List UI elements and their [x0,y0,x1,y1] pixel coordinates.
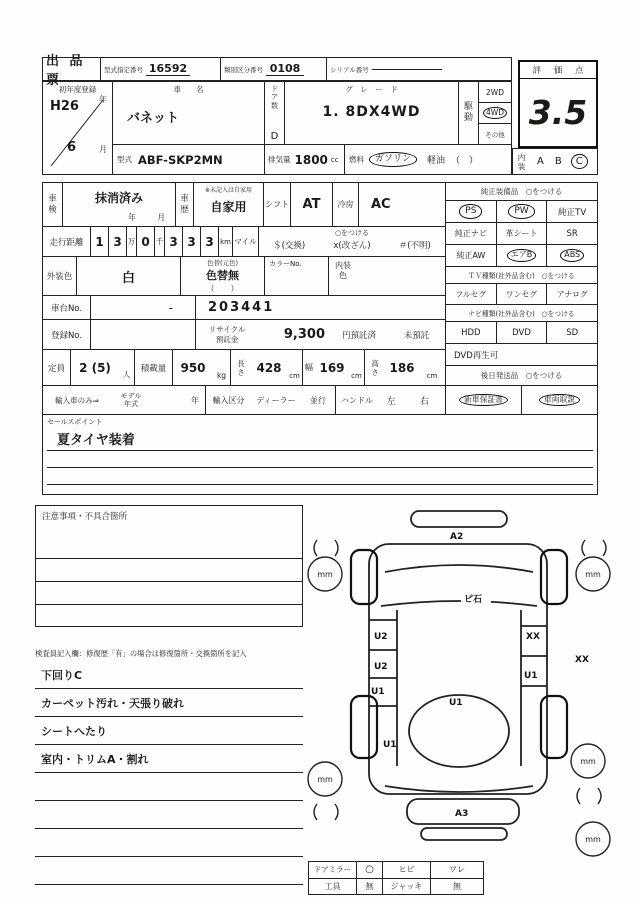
rear-window-line [385,786,533,792]
inspector-entry-row [35,689,303,717]
navi-type-header: ナビ種類(社外品含む) ○をつける [446,305,597,322]
damage-mark-u1: U1 [371,687,385,697]
equipment-leather: 革シート [497,223,548,244]
first-reg-month-unit: 月 [99,145,107,154]
car-name-cell [113,82,265,144]
chassis-label: 車台No. [43,296,91,319]
model-label: 型式 [117,155,132,164]
recycle-label-line2: 預託金 [215,334,239,344]
main-details-section [42,182,598,415]
sales-point-box [42,415,598,495]
handle-label: ハンドル [341,395,373,405]
interior-grade-c-circled: C [571,154,588,170]
row-colors [43,257,445,296]
interior-grade-label: 内装 [517,152,526,171]
displacement-cell [265,145,345,174]
recolor-label: 色替(元色) [206,259,239,267]
row-registration [43,320,445,350]
equipment-panel [446,183,597,414]
notes-box [35,505,303,627]
first-reg-year-unit: 年 [99,95,107,104]
model-cell [113,145,265,174]
dvd-playable: DVD再生可 [446,344,597,366]
shaken-year-unit: 年 [127,213,136,222]
grade-cell [285,82,459,144]
drive-label: 駆動 [463,102,473,123]
equipment-navi: 純正ナビ [446,223,497,244]
sales-point-value: 夏タイヤ装着 [57,433,135,448]
score-label: 評 価 点 [520,62,596,79]
tv-oneseg: ワンセグ [497,284,548,304]
recycle-not-deposited: 未預託 [403,330,430,341]
load-unit: kg [213,350,231,385]
handle-right: 右 [419,396,429,407]
mirror-tools-table [308,861,484,895]
corner-bracket [582,540,606,556]
height-label-wrap [365,350,385,385]
damage-mark-u1: U1 [383,740,397,750]
later-shipment-header: 後日発送品 ○をつける [446,366,597,386]
history-label-wrap [176,183,194,226]
front-left-wheel [351,550,377,604]
height-unit: cm [426,372,438,380]
cooler-label: 冷房 [333,183,359,226]
drive-options [479,82,511,144]
vehicle-info-bottom-row [113,145,511,174]
navi-type-row [446,322,597,344]
jack-value: 無 [453,881,461,891]
first-reg-year: H26 [50,99,79,114]
corner-bracket [314,540,338,556]
inspector-entry-row-empty [35,801,303,829]
crack-label: ヒビ [383,862,431,878]
recolor-cell [181,257,265,295]
drive-option-4wd-circled: 4WD [483,107,507,119]
warranty-circled: 新車保証書 [459,394,508,407]
form-title: 出 品 票 [43,58,101,80]
damage-mark-u2: U2 [374,662,388,672]
handle-left: 左 [386,396,396,407]
equipment-row-3 [446,245,597,267]
damage-mark-u1: U1 [524,671,538,681]
row-import [43,386,445,414]
mileage-km-unit: km [219,227,233,256]
model-code-value: 16592 [146,62,190,76]
model-year-label-line2: 年式 [124,400,138,408]
load-label: 積載量 [135,350,173,385]
displacement-value: 1800 [294,152,328,167]
recolor-paren: （ ） [206,284,239,293]
mileage-sen-unit: 千 [155,227,165,256]
fuel-paren: （ ） [451,156,479,166]
interior-grade-cell [512,148,598,175]
shaken-value: 抹消済み [94,191,143,205]
tools-row [309,879,483,895]
vehicle-info-table [42,81,512,175]
shaken-label-wrap [43,183,63,226]
doors-cell [265,82,285,144]
front-bumper-shape [411,511,507,527]
ruled-line [36,604,302,605]
length-unit: cm [287,350,303,385]
equipment-row-2 [446,223,597,245]
chassis-value: 203441 [208,300,275,315]
mm-unit-label: mm [317,775,333,784]
mm-unit-label: mm [585,835,601,844]
model-code-field [101,58,221,80]
mileage-label: 走行距離 [43,227,91,256]
load-value: 950 [180,360,206,375]
equipment-header: 純正装備品 ○をつける [446,183,597,201]
navi-sd: SD [566,327,579,338]
displacement-unit: cc [330,155,339,164]
recycle-label-line1: リサイクル [208,325,246,335]
length-label: 長さ [237,358,245,377]
row-shaken-history [43,183,445,227]
history-value: 自家用 [210,200,247,214]
chassis-dash: - [91,296,196,319]
interior-grade-b: B [554,156,562,167]
equipment-tv: 純正TV [558,207,587,218]
interior-color-label: 内装色 [335,261,351,280]
first-reg-month: 6 [67,140,77,155]
mile-label: マイル [233,227,259,256]
inspector-entry-row-empty [35,829,303,857]
length-value: 428 [256,360,282,375]
recycle-amount: 9,300 [283,327,325,342]
first-registration-label: 初年度登録 [58,85,97,94]
equipment-sr: SR [566,228,578,239]
score-value: 3.5 [528,93,588,132]
drive-cell [459,82,511,144]
fuel-diesel: 軽油 [427,156,446,166]
car-top-view-illustration [303,498,615,860]
doors-value: D [270,131,279,142]
equipment-pw-wrap [497,201,548,222]
equipment-aw: 純正AW [446,245,497,266]
grade-value: 1. 8DX4WD [322,104,421,120]
navi-hdd: HDD [446,322,497,343]
width-label: 幅 [305,363,313,372]
mile-circle-note: ○をつける [334,229,370,237]
import-division-dealer: ディーラー [256,395,296,405]
mile-option-exchange: ＄(交換) [273,241,306,251]
import-only-label: 輸入車のみ⇒ [55,395,99,405]
recolor-value: 色替無 [206,269,239,282]
damage-mark-xx: XX [526,632,540,642]
score-box [518,60,598,148]
damage-mark-u2: U2 [374,632,388,642]
mile-option-unknown: ＃(不明) [398,241,431,251]
documents-row [446,386,597,414]
equipment-row-1 [446,201,597,223]
shaken-cell [63,183,176,226]
equipment-abs-circled: ABS [560,249,584,262]
rear-lower-bumper-shape [421,828,507,840]
tv-analog: アナログ [556,289,588,299]
history-cell [194,183,264,226]
inspector-entry-1: 下回りC [41,668,83,682]
mm-unit-label: mm [580,757,596,766]
notes-title: 注意事項・不具合箇所 [42,512,128,522]
manual-wrap [522,386,597,414]
windshield-bottom-line [381,601,537,606]
mile-options-cell [259,227,445,256]
damage-mark-xx: XX [575,655,589,665]
car-name-label: 車 名 [173,85,204,94]
fuel-cell [345,145,511,174]
model-year-label [111,386,151,414]
car-damage-diagram [303,498,615,860]
inspector-entry-row-empty [35,773,303,801]
fuel-gasoline-circled: ガソリン [369,152,417,166]
inspector-entry-4: 室内・トリムA・割れ [41,752,149,766]
recycle-label [196,320,258,349]
inspector-section [35,649,303,885]
color-no-label: カラーNo. [269,260,302,268]
grade-label: グ レ ー ド [345,85,398,94]
inspector-entry-3: シートへたり [41,724,107,738]
model-year-label-line1: モデル [120,391,142,400]
corner-bracket [577,788,601,804]
mileage-digit-6: 3 [201,227,219,256]
damage-mark-u1: U1 [449,698,463,708]
inspector-entry-row-empty [35,857,303,885]
mirror-row [309,862,483,879]
width-unit: cm [349,350,365,385]
fuel-label: 燃料 [349,155,364,164]
model-year-unit: 年 [151,386,206,414]
mileage-man-unit: 万 [127,227,137,256]
mileage-digit-5: 3 [183,227,201,256]
ruled-line [47,450,593,451]
row-mileage [43,227,445,257]
serial-field [327,58,511,80]
drive-option-4wd-wrap [479,103,511,124]
tools-value: 無 [357,879,383,895]
height-label: 高さ [371,358,379,377]
shift-value: AT [291,183,333,226]
tools-label: 工具 [309,879,357,895]
drive-option-other: その他 [485,130,505,139]
details-left-table [43,183,446,414]
inspector-header: 検査員記入欄：修復歴「有」の場合は修復箇所・交換箇所を記入 [35,649,247,658]
row-dimensions [43,350,445,386]
inspector-entry-row [35,717,303,745]
jack-label: ジャッキ [383,879,431,895]
cooler-value: AC [371,197,391,212]
inspector-entry-row [35,661,303,689]
door-mirror-mark: ○ [357,862,383,878]
car-name-value: バネット [127,111,180,126]
shaken-label: 車検 [48,194,57,215]
mile-option-tampered: x(改ざん) [333,241,371,251]
mileage-digit-2: 3 [109,227,127,256]
reg-no-label: 登録No. [43,320,91,349]
doors-label: ドア数 [271,85,278,110]
length-label-wrap [231,350,251,385]
ruled-line [36,581,302,582]
damage-mark-stone-chip: ピ石 [464,595,483,605]
tv-fullseg: フルセグ [446,284,497,304]
mileage-digit-4: 3 [165,227,183,256]
equipment-airbag-wrap [497,245,548,266]
capacity-value: 2 (5) [79,360,111,375]
ruled-line [47,484,593,485]
first-registration-cell [43,82,113,174]
drive-option-2wd: 2WD [479,82,511,103]
row-chassis [43,296,445,320]
capacity-unit: 人 [119,350,135,385]
interior-grade-a: A [537,156,544,167]
warranty-wrap [446,386,522,414]
damage-mark-a3: A3 [455,809,469,819]
corner-bracket [314,804,338,820]
class-code-value: 0108 [266,62,304,76]
tv-type-row [446,284,597,305]
class-code-label: 類別区分番号 [224,65,263,74]
class-code-field [221,58,327,80]
import-division-label: 輸入区分 [212,395,245,405]
inspector-entry-2: カーペット汚れ・天張り破れ [41,696,184,710]
door-mirror-label: ドアミラー [309,862,357,878]
manual-circled: 車両取説 [539,394,580,407]
mm-unit-label: mm [317,570,333,579]
history-note: ※未記入は自家用 [204,187,253,194]
equipment-airbag-circled: エアB [507,249,537,262]
rear-right-wheel [541,696,567,758]
form-header-row [42,54,512,88]
mileage-digit-3: 0 [137,227,155,256]
equipment-abs-wrap [547,245,597,266]
import-division-parallel: 並行 [301,386,336,414]
ruled-line [47,467,593,468]
drive-label-wrap [459,82,479,144]
width-value: 169 [319,360,345,375]
model-value: ABF-SKP2MN [138,152,223,167]
equipment-pw-circled: PW [508,204,534,218]
equipment-ps-wrap [446,201,497,222]
exterior-color-value: 白 [77,257,181,295]
mm-unit-label: mm [585,570,601,579]
navi-dvd: DVD [497,322,548,343]
height-value: 186 [389,360,415,375]
inspector-entry-row [35,745,303,773]
shaken-month-unit: 月 [157,213,166,222]
recycle-deposited: 円預託済 [341,330,376,341]
model-code-label: 型式指定番号 [104,65,143,74]
interior-color-cell [329,257,445,295]
sales-point-label: セールスポイント [47,418,103,426]
serial-value [372,69,442,70]
mileage-digit-1: 1 [91,227,109,256]
vehicle-info-top-row [113,82,511,145]
mile-options [259,238,445,251]
exterior-color-label: 外装色 [43,257,77,295]
ruled-line [36,558,302,559]
reg-no-empty [91,320,196,349]
front-right-wheel [541,550,567,604]
windshield-top-line [385,565,533,572]
displacement-label: 排気量 [268,155,291,164]
shift-label: シフト [264,183,291,226]
equipment-ps-circled: PS [459,204,482,218]
color-no-cell [265,257,329,295]
tv-type-header: ＴＶ種類(社外品含む) ○をつける [446,267,597,284]
break-label: ワレ [449,865,465,875]
vehicle-info-right [113,82,511,174]
damage-mark-a2: A2 [450,532,464,542]
history-label: 車歴 [180,194,189,215]
capacity-label: 定員 [43,350,71,385]
serial-label: シリアル番号 [330,65,369,74]
